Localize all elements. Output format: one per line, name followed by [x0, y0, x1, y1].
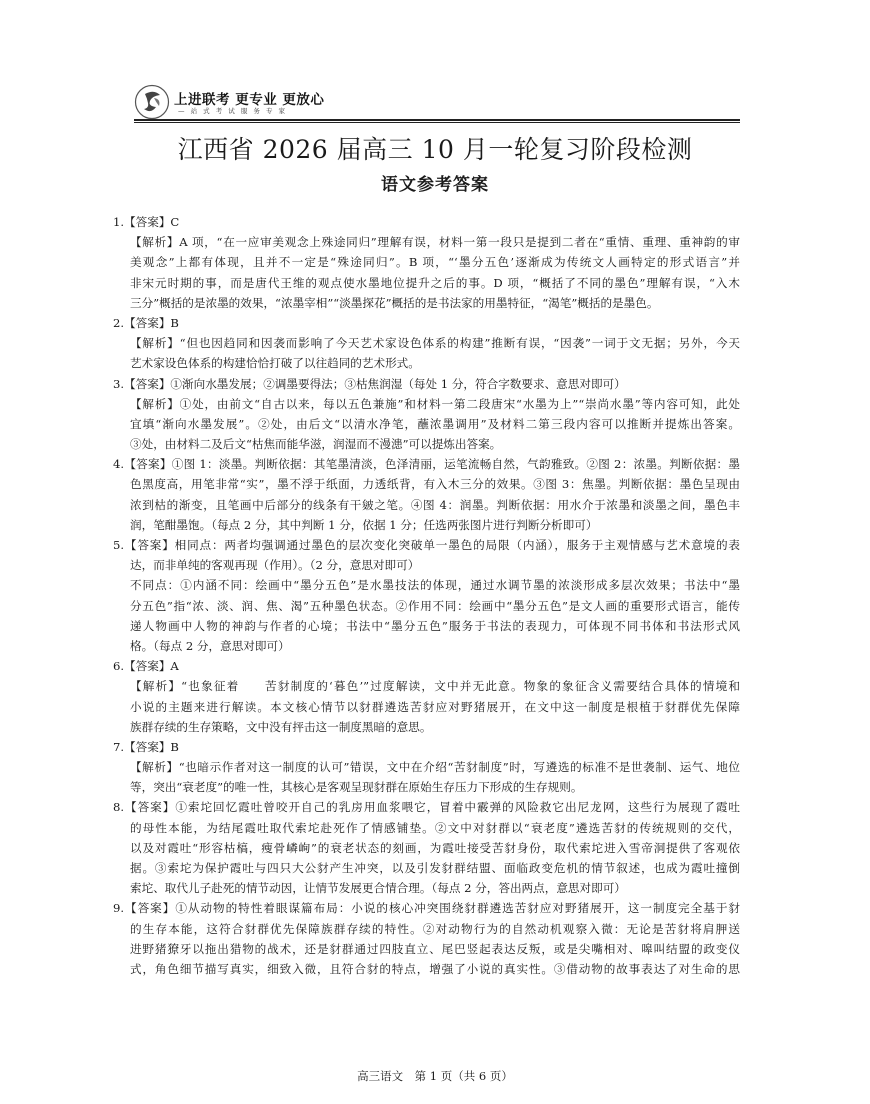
answer-line: 格。（每点 2 分，意思对即可）	[130, 638, 290, 653]
answer-line: 以及对霞吐“形容枯槁，瘦骨嶙峋”的衰老状态的刻画，为霞吐接受苦豺身份，取代索坨进入雪帝洞提供了客观依	[130, 840, 740, 855]
answer-line: 艺术家设色体系的构建恰恰打破了以往趋同的艺术形式。	[130, 356, 420, 371]
answer-line: 达，而非单纯的客观再现（作用）。（2 分，意思对即可）	[130, 558, 420, 573]
answer-line: 小说的主题来进行解读。本文核心情节以豺群遴选苦豺应对野猪展开，在文中这一制度是根植于豺群优先保障	[130, 699, 740, 714]
page-subtitle: 语文参考答案	[381, 175, 489, 195]
answer-line: 色黑度高，用笔非常“实”，墨不浮于纸面，力透纸背，有入木三分的效果。③图 3：焦墨。判断依据：墨色呈现由	[130, 477, 740, 492]
answer-line: 美观念”上都有体现，且并不一定是“殊途同归”。B 项，“‘墨分五色’逐渐成为传统文人画特定的形式语言”并	[130, 255, 740, 270]
answer-line: ③处，由材料二及后文“枯焦而能华滋，润湿而不漫漶”可以提炼出答案。	[130, 437, 502, 452]
answer-line: 9.【答案】①从动物的特性着眼谋篇布局：小说的核心冲突围绕豺群遴选苦豺应对野猪展开，这一制度完全基于豺	[113, 901, 740, 916]
answer-line: 【解析】“但也因趋同和因袭而影响了今天艺术家设色体系的构建”推断有误，“因袭”一词于文无据；另外，今天	[130, 336, 740, 351]
answer-line: 6.【答案】A	[113, 659, 179, 674]
page-title: 江西省 2026 届高三 10 月一轮复习阶段检测	[177, 135, 693, 164]
answer-line: 的生存本能，这符合豺群优先保障族群存续的特性。②对动物行为的自然动机观察入微：无论是苦豺将肩胛送	[130, 921, 740, 936]
answer-line: 分五色”指“浓、淡、润、焦、渴”五种墨色状态。②作用不同：绘画中“墨分五色”是文人画的重要形式语言，能传	[130, 598, 740, 613]
answer-line: 2.【答案】B	[113, 315, 179, 330]
answer-line: 不同点：①内涵不同：绘画中“墨分五色”是水墨技法的体现，通过水调节墨的浓淡形成多层次效果；书法中“墨	[130, 578, 740, 593]
answer-line: 5.【答案】相同点：两者均强调通过墨色的层次变化突破单一墨色的局限（内涵），服务于主观情感与艺术意境的表	[113, 538, 740, 552]
answer-line: 【解析】“也暗示作者对这一制度的认可”错误，文中在介绍“苦豺制度”时，写遴选的标准不是世袭制、运气、地位	[130, 760, 740, 775]
page-footer: 高三语文 第 1 页（共 6 页）	[357, 1069, 513, 1083]
answer-line: 【解析】“也象征着 苦豺制度的‘暮色’”过度解读，文中并无此意。物象的象征含义需要结合具体的情境和	[130, 679, 740, 694]
answer-line: 浓到枯的渐变，且笔画中后部分的线条有干皴之笔。④图 4：润墨。判断依据：用水介于浓墨和淡墨之间，墨色丰	[130, 497, 740, 512]
answer-line: 3.【答案】①渐向水墨发展；②调墨要得法；③枯焦润湿（每处 1 分，符合字数要求、意思对即可）	[113, 376, 626, 391]
answer-line: 8.【答案】①索坨回忆霞吐曾咬开自己的乳房用血浆喂它，冒着中霰弹的风险救它出尼龙网，这些行为展现了霞吐	[113, 800, 740, 815]
answer-line: 润，笔酣墨饱。（每点 2 分，其中判断 1 分，依据 1 分；任选两张图片进行判断分析即可）	[130, 517, 598, 532]
brand-logo	[134, 84, 434, 120]
answer-line: 族群存续的生存策略，文中没有抨击这一制度黑暗的意思。	[130, 719, 432, 734]
answer-line: 递人物画中人物的神韵与作者的心境；书法中“墨分五色”服务于书法的表现力，可体现不同书体和书法形式风	[130, 618, 740, 633]
header-rule-thin	[134, 122, 740, 123]
brand-slogan: 上进联考 更专业 更放心	[174, 92, 325, 108]
answer-line: 等，突出“衰老度”的唯一性，其核心是客观呈现豺群在原始生存压力下形成的生存规则。	[130, 780, 583, 795]
header-rule	[134, 119, 740, 121]
answer-line: 【解析】①处，由前文“自古以来，每以五色兼施”和材料一第二段唐宋“水墨为上”“崇尚水墨”等内容可知，此处	[130, 396, 740, 411]
answer-line: 三分”概括的是浓墨的效果，“浓墨宰相”“淡墨探花”概括的是书法家的用墨特征，“渴笔”概括的是墨色。	[130, 295, 659, 310]
brand-mark-icon	[134, 84, 170, 120]
answer-line: 1.【答案】C	[113, 215, 180, 229]
answer-line: 索坨、取代儿子赴死的情节动因，让情节发展更合情合理。（每点 2 分，答出两点，意思对即可）	[130, 881, 626, 896]
answer-line: 据。③索坨为保护霞吐与四只大公豺产生冲突，以及引发豺群结盟、面临政变危机的情节叙述，也成为霞吐撞倒	[130, 861, 740, 875]
answer-line: 宜填“渐向水墨发展”。②处，由后文“以清水净笔，蘸浓墨调用”及材料二第三段内容可以推断并提炼出答案。	[130, 416, 740, 431]
answer-line: 式，角色细节描写真实，细致入微，且符合豺的特点，增强了小说的真实性。③借动物的故事表达了对生命的思	[130, 961, 740, 976]
answer-line: 的母性本能，为结尾霞吐取代索坨赴死作了情感铺垫。②文中对豺群以“衰老度”遴选苦豺的传统规则的交代，	[130, 820, 740, 835]
answer-content	[113, 212, 740, 979]
answer-line: 7.【答案】B	[113, 739, 179, 754]
brand-tagline: — 站 式 考 试 服 务 专 家	[178, 107, 288, 115]
answer-line: 非宋元时期的事，而是唐代王维的观点使水墨地位提升之后的事。D 项，“概括了不同的墨色”理解有误，“入木	[130, 275, 740, 290]
answer-line: 【解析】A 项，“在一应审美观念上殊途同归”理解有误，材料一第一段只是提到二者在“重情、重理、重神韵的审	[130, 235, 740, 250]
answer-line: 进野猪獠牙以拖出猎物的战术，还是豺群通过四肢直立、尾巴竖起表达反叛，或是尖嘴相对、嗥叫结盟的政变仪	[130, 941, 740, 956]
answer-line: 4.【答案】①图 1：淡墨。判断依据：其笔墨清淡，色泽清丽，运笔流畅自然，气韵雅致。②图 2：浓墨。判断依据：墨	[113, 457, 740, 472]
